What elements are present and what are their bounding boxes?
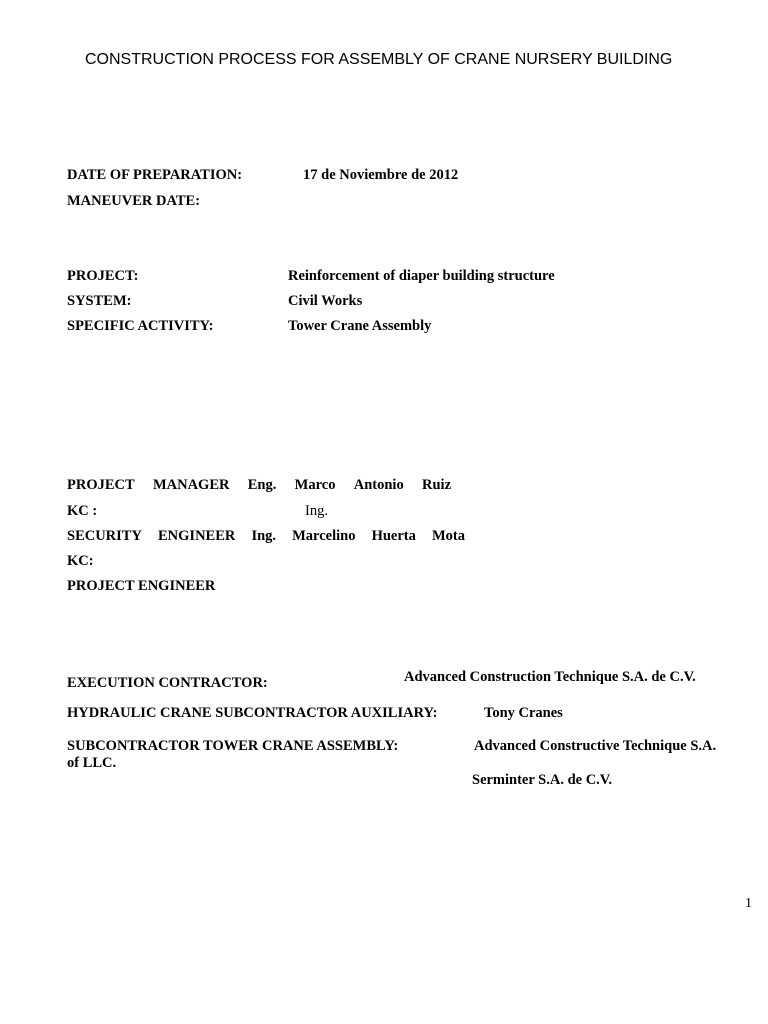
security-engineer-line — [67, 529, 465, 544]
se-word: Mota — [431, 528, 465, 544]
system-label: SYSTEM: — [67, 293, 132, 309]
tower-crane-second-contractor: Serminter S.A. de C.V. — [472, 772, 613, 788]
pm-word: Eng. — [247, 477, 277, 493]
se-word: Huerta — [371, 528, 416, 544]
execution-contractor-label: EXECUTION CONTRACTOR: — [67, 675, 268, 691]
preparation-date-label: DATE OF PREPARATION: — [67, 167, 243, 183]
project-manager-line — [67, 478, 451, 493]
preparation-date-value: 17 de Noviembre de 2012 — [303, 167, 459, 183]
pm-word: MANAGER — [152, 477, 230, 493]
tower-crane-assembly-label: SUBCONTRACTOR TOWER CRANE ASSEMBLY: — [67, 738, 399, 754]
page-number: 1 — [745, 896, 752, 911]
pm-kc-label: KC : — [67, 503, 98, 519]
hydraulic-crane-value: Tony Cranes — [484, 705, 563, 721]
tower-crane-assembly-continuation: of LLC. — [67, 755, 117, 771]
se-word: ENGINEER — [158, 528, 236, 544]
specific-activity-value: Tower Crane Assembly — [288, 318, 432, 334]
se-word: SECURITY — [67, 528, 142, 544]
maneuver-date-label: MANEUVER DATE: — [67, 193, 201, 209]
se-word: Ing. — [251, 528, 277, 544]
project-value: Reinforcement of diaper building structure — [288, 268, 555, 284]
execution-contractor-value: Advanced Construction Technique S.A. de C.V. — [404, 669, 696, 685]
pm-word: PROJECT — [67, 477, 135, 493]
pm-word: Antonio — [353, 477, 404, 493]
pm-word: Ruiz — [422, 477, 451, 493]
pm-ing-text: Ing. — [305, 503, 328, 519]
project-engineer-label: PROJECT ENGINEER — [67, 578, 216, 594]
tower-crane-assembly-value: Advanced Constructive Technique S.A. — [474, 738, 717, 754]
system-value: Civil Works — [288, 293, 363, 309]
se-kc-label: KC: — [67, 553, 94, 569]
se-word: Marcelino — [292, 528, 356, 544]
hydraulic-crane-label: HYDRAULIC CRANE SUBCONTRACTOR AUXILIARY: — [67, 705, 438, 721]
document-title: CONSTRUCTION PROCESS FOR ASSEMBLY OF CRANE NURSERY BUILDING — [85, 51, 673, 68]
project-label: PROJECT: — [67, 268, 139, 284]
specific-activity-label: SPECIFIC ACTIVITY: — [67, 318, 214, 334]
pm-word: Marco — [294, 477, 336, 493]
